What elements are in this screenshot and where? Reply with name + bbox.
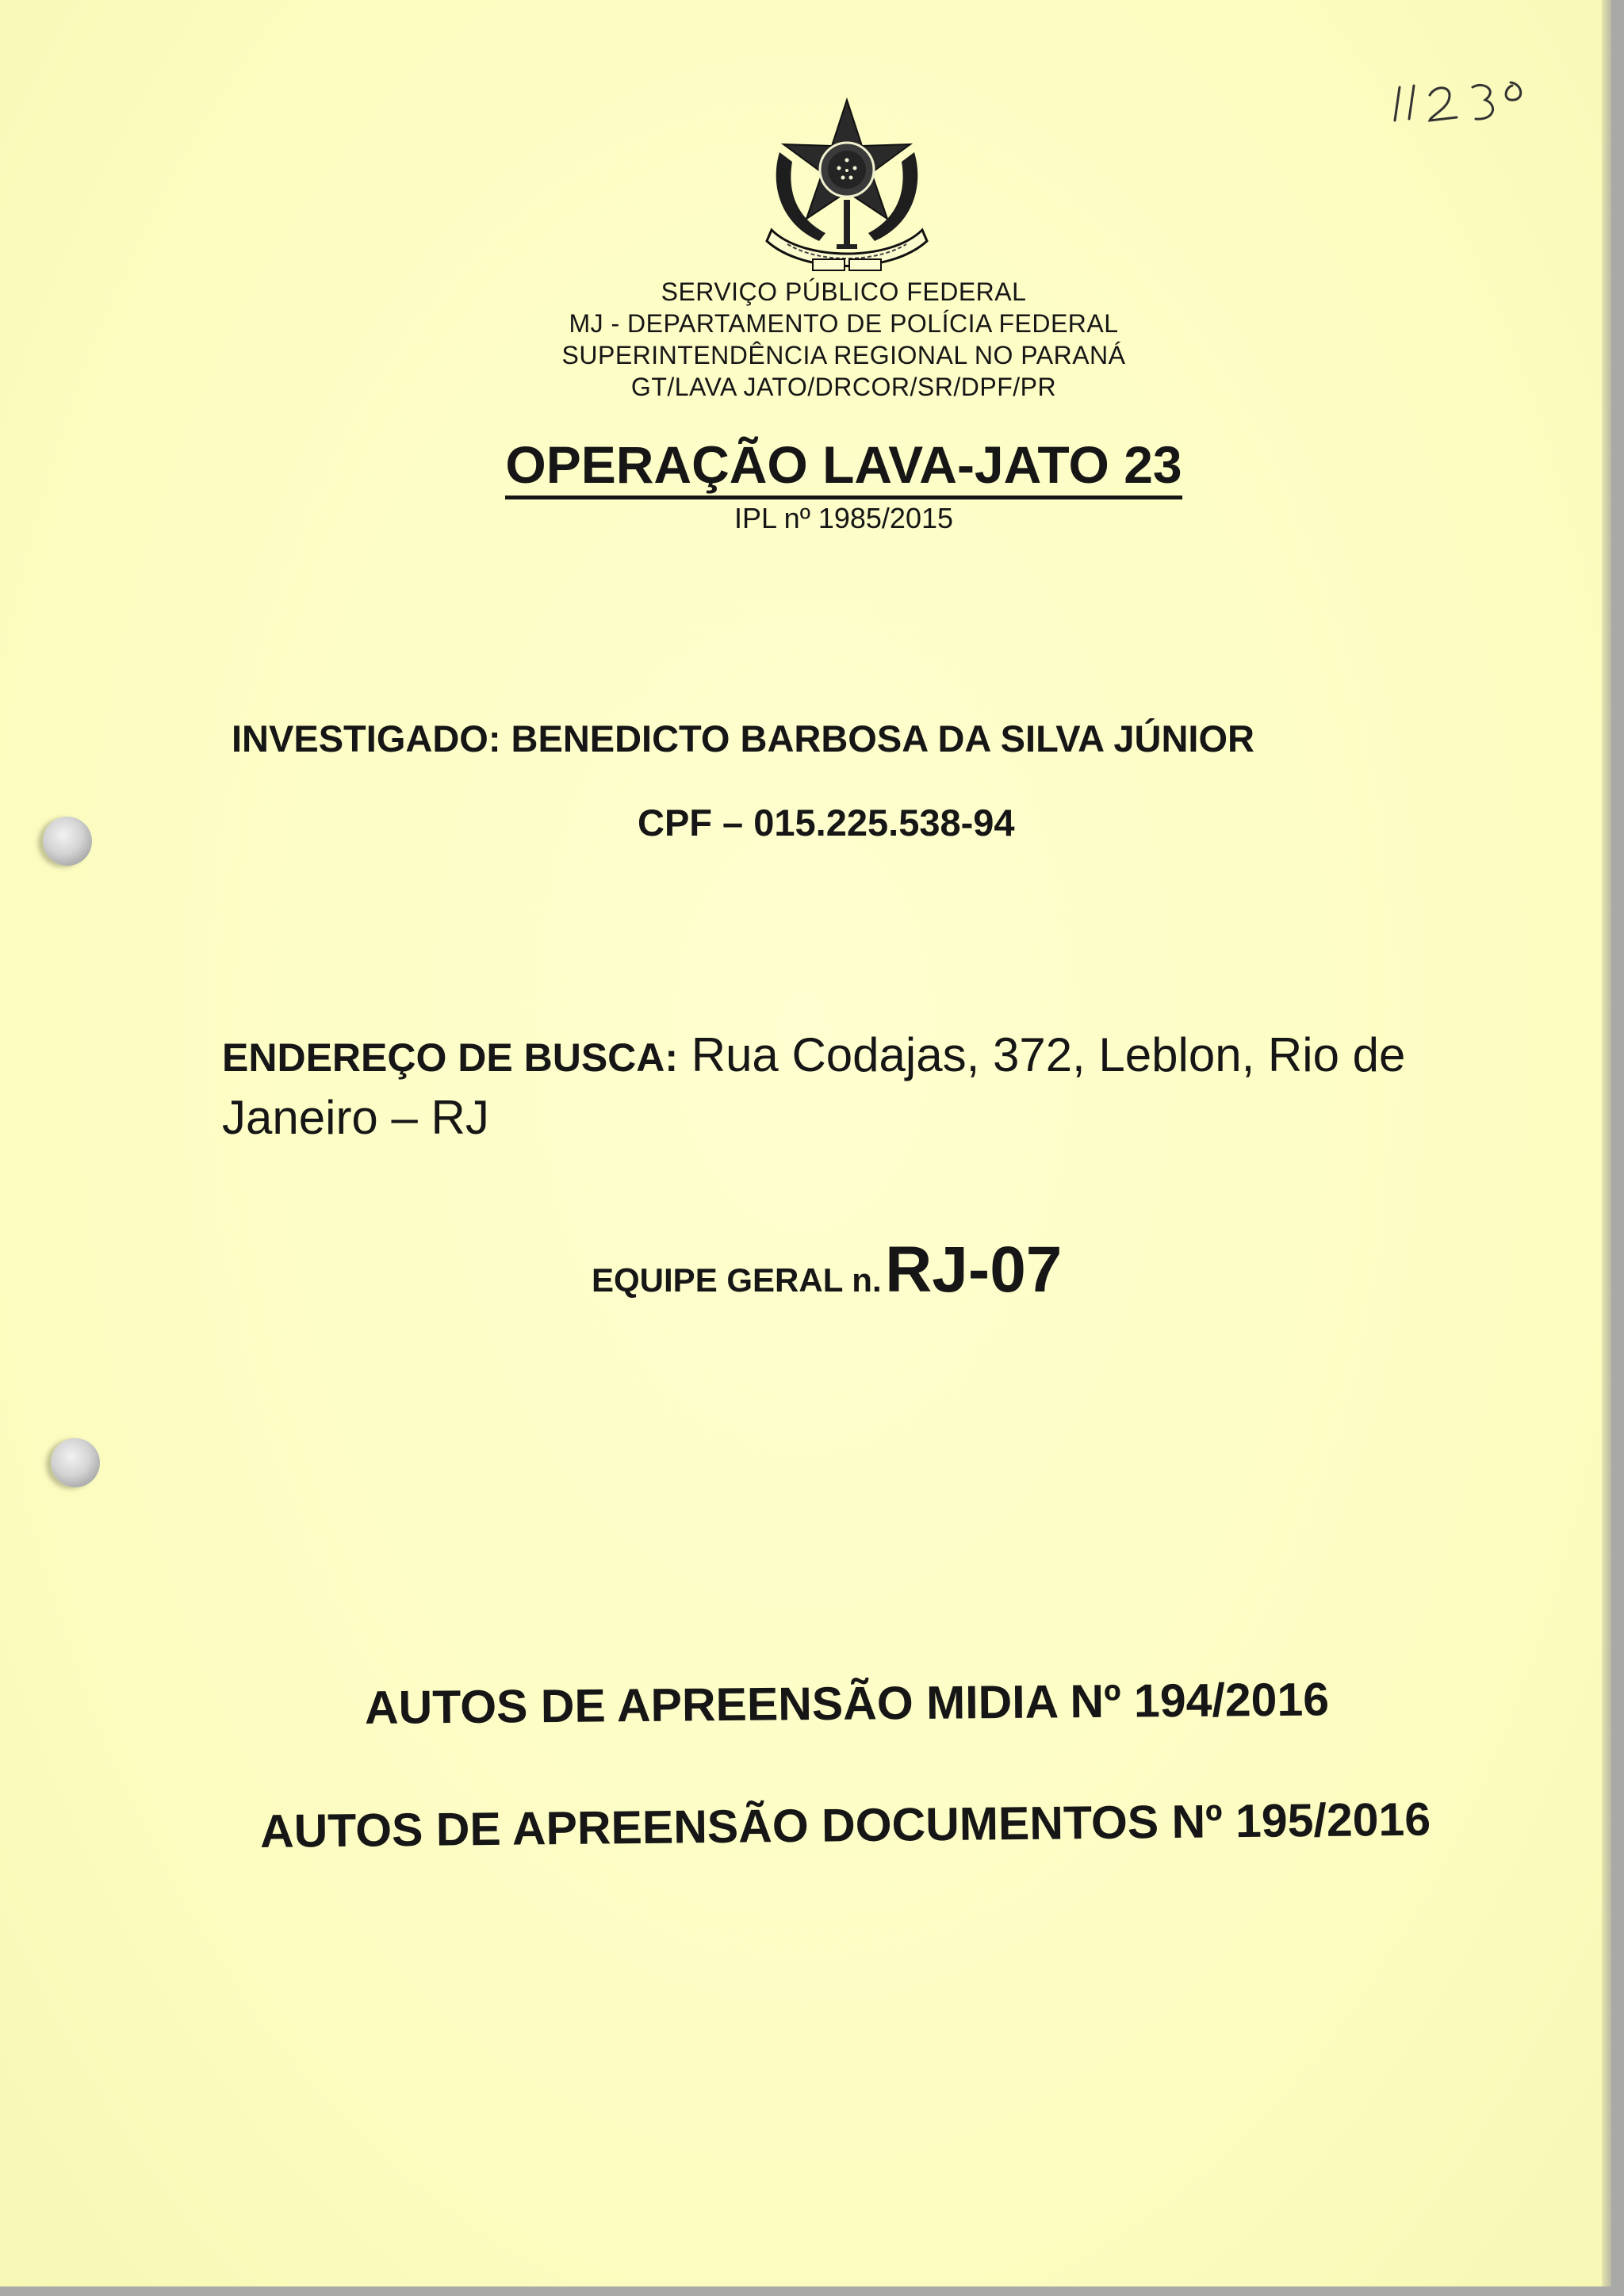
- investigado-name: BENEDICTO BARBOSA DA SILVA JÚNIOR: [511, 718, 1254, 760]
- search-address-value: Rua Codajas, 372, Leblon, Rio de Janeiro – RJ: [222, 1028, 1406, 1144]
- team-line: [592, 1233, 1226, 1307]
- operation-title: [447, 434, 1240, 495]
- header-line-servico: SERVIÇO PÚBLICO FEDERAL: [661, 277, 1027, 306]
- investigado-label: INVESTIGADO:: [232, 718, 501, 760]
- search-address-label: ENDEREÇO DE BUSCA:: [222, 1035, 679, 1080]
- team-code: RJ-07: [885, 1234, 1063, 1306]
- agency-header: [495, 276, 1193, 403]
- page-edge-shadow: [1602, 0, 1611, 2286]
- autos-documentos: AUTOS DE APREENSÃO DOCUMENTOS Nº 195/2016: [259, 1793, 1431, 1858]
- investigado-cpf: CPF – 015.225.538-94: [638, 802, 1015, 844]
- header-line-superintendencia: SUPERINTENDÊNCIA REGIONAL NO PARANÁ: [561, 341, 1126, 369]
- punch-hole-upper: [43, 817, 92, 866]
- punch-hole-lower: [51, 1438, 100, 1487]
- handwritten-folio-number: [1384, 63, 1534, 135]
- search-address: [222, 1025, 1522, 1148]
- investigado-line: [232, 715, 1500, 763]
- autos-midia: AUTOS DE APREENSÃO MIDIA Nº 194/2016: [364, 1673, 1330, 1734]
- team-label: EQUIPE GERAL n.: [592, 1261, 882, 1299]
- brasao-icon: [764, 97, 930, 279]
- ipl-number: IPL nº 1985/2015: [733, 502, 954, 534]
- header-line-ministerio: MJ - DEPARTAMENTO DE POLÍCIA FEDERAL: [569, 309, 1119, 338]
- header-line-grupo: GT/LAVA JATO/DRCOR/SR/DPF/PR: [630, 373, 1057, 401]
- operation-title-text: OPERAÇÃO LAVA-JATO 23: [505, 435, 1182, 499]
